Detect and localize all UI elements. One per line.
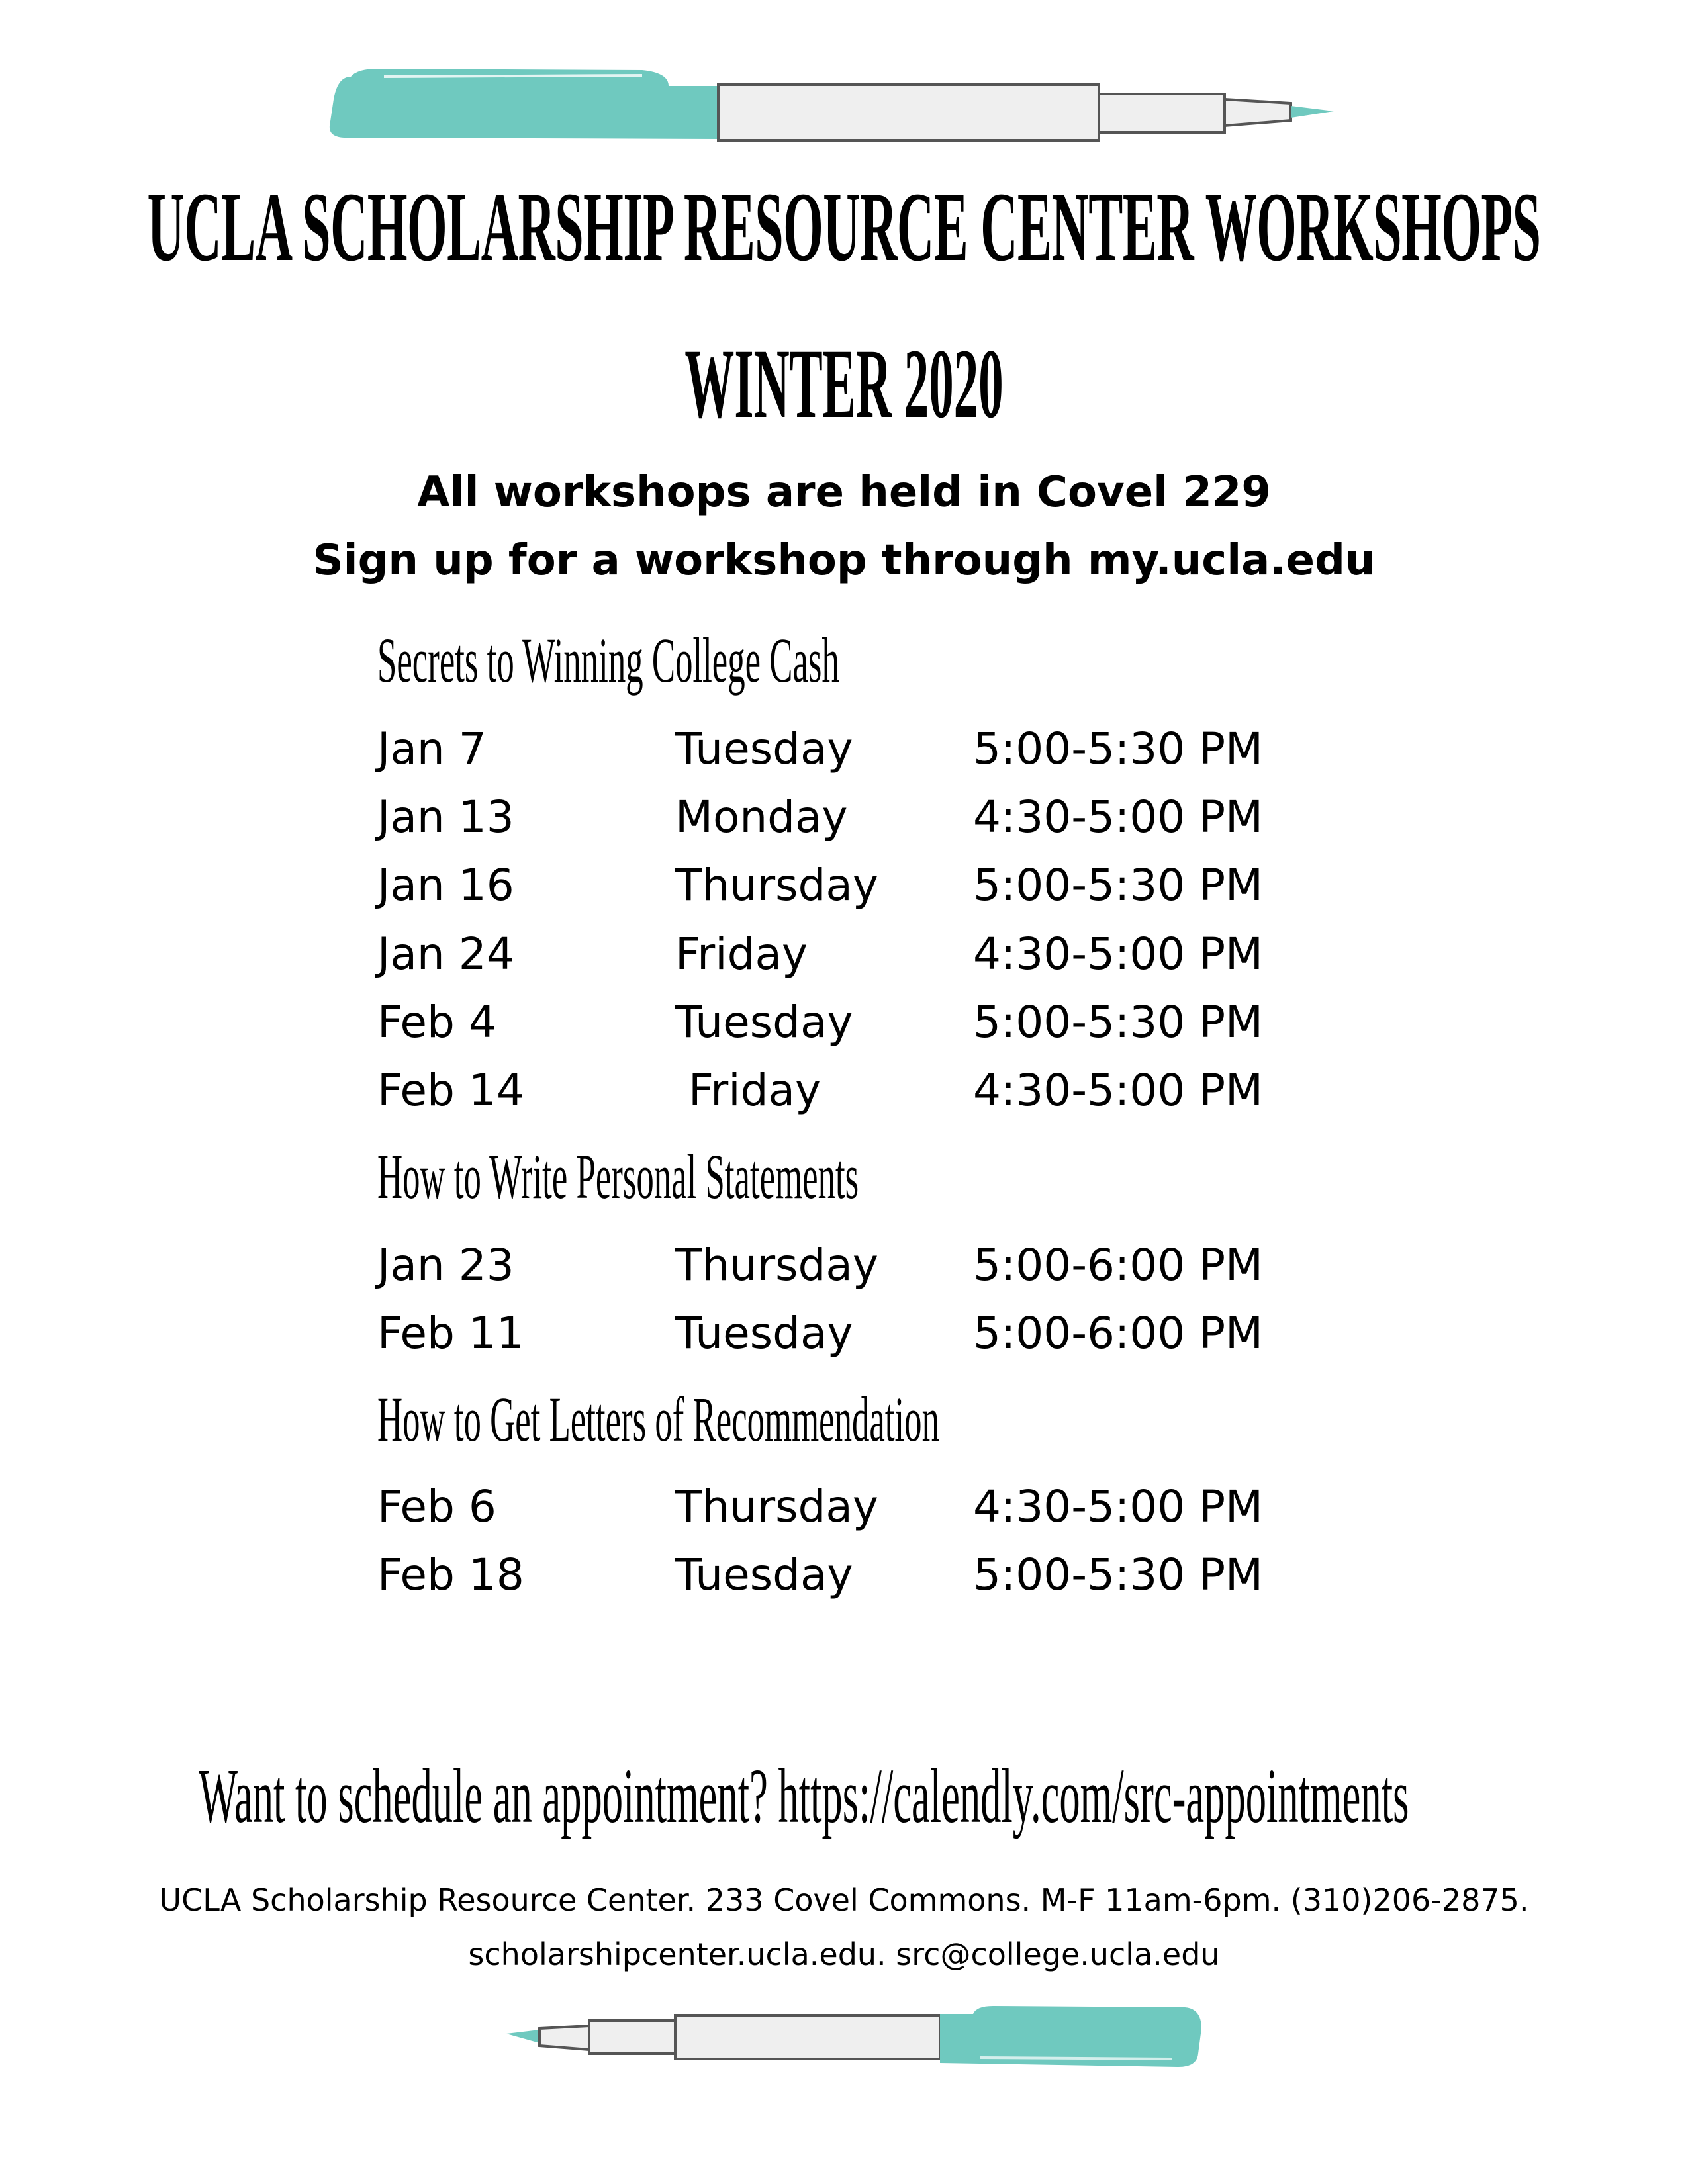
session-row bbox=[377, 1549, 1304, 1602]
session-time: 5:00-5:30 PM bbox=[973, 1549, 1263, 1600]
section-title-letters-of-recommendation: How to Get Letters of Recommendation bbox=[377, 1384, 939, 1455]
session-time: 5:00-6:00 PM bbox=[973, 1240, 1263, 1291]
session-row bbox=[377, 1064, 1304, 1117]
session-date: Feb 18 bbox=[377, 1549, 524, 1600]
session-day: Tuesday bbox=[675, 1549, 853, 1600]
session-time: 5:00-5:30 PM bbox=[973, 860, 1263, 911]
footer-contact-line: UCLA Scholarship Resource Center. 233 Covel Commons. M-F 11am-6pm. (310)206-2875. bbox=[159, 1882, 1529, 1918]
term-heading: WINTER 2020 bbox=[684, 329, 1004, 439]
session-date: Feb 11 bbox=[377, 1308, 524, 1359]
pen-cap-shape bbox=[330, 69, 718, 139]
session-day: Thursday bbox=[675, 860, 878, 911]
session-day: Tuesday bbox=[675, 997, 853, 1048]
session-date: Jan 16 bbox=[377, 860, 514, 911]
bottom-pen-cap-shape bbox=[940, 2006, 1201, 2067]
session-date: Jan 23 bbox=[377, 1240, 514, 1291]
session-day: Friday bbox=[675, 929, 808, 979]
session-time: 4:30-5:00 PM bbox=[973, 792, 1263, 842]
session-date: Feb 14 bbox=[377, 1065, 524, 1116]
pen-barrel-shape bbox=[718, 85, 1334, 140]
session-time: 4:30-5:00 PM bbox=[973, 929, 1263, 979]
session-time: 5:00-6:00 PM bbox=[973, 1308, 1263, 1359]
location-info: All workshops are held in Covel 229 bbox=[417, 468, 1271, 517]
section-title-college-cash: Secrets to Winning College Cash bbox=[377, 625, 839, 696]
session-time: 4:30-5:00 PM bbox=[973, 1481, 1263, 1532]
session-time: 4:30-5:00 PM bbox=[973, 1065, 1263, 1116]
session-date: Feb 6 bbox=[377, 1481, 496, 1532]
session-date: Jan 7 bbox=[377, 723, 487, 774]
session-time: 5:00-5:30 PM bbox=[973, 997, 1263, 1048]
bottom-pen-tip-shape bbox=[506, 2026, 589, 2050]
appointment-link[interactable]: Want to schedule an appointment? https://calendly.com/src-appointments bbox=[199, 1752, 1409, 1839]
top-pen-illustration bbox=[324, 60, 1357, 159]
session-row bbox=[377, 1480, 1304, 1533]
session-time: 5:00-5:30 PM bbox=[973, 723, 1263, 774]
signup-info: Sign up for a workshop through my.ucla.edu bbox=[312, 536, 1376, 585]
session-date: Feb 4 bbox=[377, 997, 496, 1048]
session-row bbox=[377, 1307, 1304, 1360]
session-row bbox=[377, 859, 1304, 912]
session-row bbox=[377, 928, 1304, 981]
section-title-personal-statements: How to Write Personal Statements bbox=[377, 1141, 859, 1212]
bottom-pen-illustration bbox=[503, 2002, 1205, 2075]
session-row bbox=[377, 996, 1304, 1049]
page-title: UCLA SCHOLARSHIP RESOURCE CENTER WORKSHOPS bbox=[147, 172, 1541, 282]
session-day: Tuesday bbox=[675, 1308, 853, 1359]
session-day: Tuesday bbox=[675, 723, 853, 774]
session-row bbox=[377, 723, 1304, 776]
session-day: Thursday bbox=[675, 1240, 878, 1291]
bottom-pen-barrel-shape bbox=[589, 2015, 940, 2059]
session-row bbox=[377, 1239, 1304, 1292]
session-day: Friday bbox=[688, 1065, 821, 1116]
session-date: Jan 24 bbox=[377, 929, 514, 979]
footer-web-email-line: scholarshipcenter.ucla.edu. src@college.ucla.edu bbox=[468, 1936, 1220, 1972]
session-day: Monday bbox=[675, 792, 848, 842]
session-row bbox=[377, 791, 1304, 844]
session-day: Thursday bbox=[675, 1481, 878, 1532]
session-date: Jan 13 bbox=[377, 792, 514, 842]
